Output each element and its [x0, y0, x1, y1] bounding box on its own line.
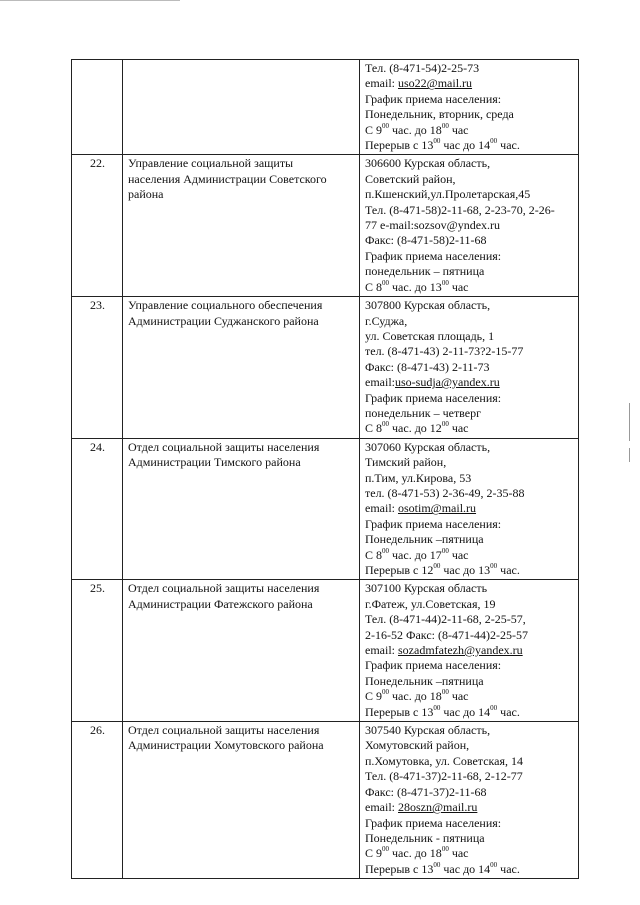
hours-text: час. до 12 [389, 421, 442, 436]
contact-line: График приема населения: [365, 390, 502, 405]
hours-text: Перерыв с 13 [365, 138, 434, 153]
table-row [72, 722, 579, 879]
minutes-superscript: 00 [382, 845, 390, 854]
scan-artifact [629, 448, 630, 462]
contact-line: 2-16-52 Факс: (8-471-44)2-25-57 [365, 627, 528, 642]
hours-text: час. до 18 [389, 689, 442, 704]
email-label: email: [365, 76, 398, 91]
hours-text: час. [497, 138, 520, 153]
minutes-superscript: 00 [382, 688, 390, 697]
minutes-superscript: 00 [490, 137, 498, 146]
contact-line: 77 e-mail:sozsov@yndex.ru [365, 218, 501, 233]
contact-line: 307540 Курская область, [365, 723, 491, 738]
contact-line: График приема населения: [365, 658, 502, 673]
contact-line: понедельник – четверг [365, 405, 482, 420]
table-row [72, 580, 579, 722]
hours-text: час [448, 689, 469, 704]
contact-line: п.Тим, ул.Кирова, 53 [365, 470, 472, 485]
minutes-superscript: 00 [433, 562, 441, 570]
table-row [72, 438, 579, 580]
minutes-superscript: 00 [490, 562, 498, 570]
hours-text: Перерыв с 12 [365, 563, 434, 577]
email-label: email: [365, 800, 398, 815]
offices-table [71, 59, 579, 879]
office-name-line: Отдел социальной защиты населения [128, 581, 320, 596]
minutes-superscript: 00 [441, 278, 449, 287]
contact-line: Хомутовский район, [365, 738, 470, 753]
contact-line: Понедельник –пятница [365, 673, 484, 688]
office-name-line: Отдел социальной защиты населения [128, 439, 320, 454]
page-top-edge [0, 0, 180, 1]
office-name [123, 438, 360, 580]
row-number: 26. [72, 722, 123, 879]
office-contacts [360, 722, 579, 879]
table-row [72, 155, 579, 297]
contact-line: График приема населения: [365, 516, 502, 531]
contact-line: Факс: (8-471-58)2-11-68 [365, 233, 487, 248]
hours-line [365, 123, 574, 138]
hours-text: час. [497, 563, 520, 577]
table-row [72, 297, 579, 439]
hours-text: час [448, 122, 469, 137]
email-link[interactable]: uso-sudja@yandex.ru [395, 375, 500, 390]
hours-text: час [448, 846, 469, 861]
contact-line: Факс: (8-471-37)2-11-68 [365, 784, 487, 799]
email-link[interactable]: sozadmfatezh@yandex.ru [398, 643, 523, 658]
hours-text: час. до 13 [389, 279, 442, 294]
office-name-line: Администрации Тимского района [128, 455, 301, 470]
minutes-superscript: 00 [382, 546, 390, 555]
contact-line: г.Фатеж, ул.Советская, 19 [365, 596, 496, 611]
office-name-line: Отдел социальной защиты населения [128, 723, 320, 738]
hours-text: С 9 [365, 846, 383, 861]
contact-line: Тимский район, [365, 455, 447, 470]
hours-text: час. до 17 [389, 547, 442, 562]
hours-text: час. [497, 704, 520, 719]
minutes-superscript: 00 [382, 278, 390, 287]
contact-line: График приема населения: [365, 815, 502, 830]
hours-text: С 8 [365, 279, 383, 294]
email-label: email: [365, 501, 398, 516]
contact-line: Понедельник - пятница [365, 830, 485, 845]
row-number: 25. [72, 580, 123, 722]
contact-line: понедельник – пятница [365, 264, 485, 279]
contact-line: Тел. (8-471-54)2-25-73 [365, 61, 480, 75]
email-line [365, 501, 574, 516]
contact-line: тел. (8-471-53) 2-36-49, 2-35-88 [365, 485, 525, 500]
minutes-superscript: 00 [433, 860, 441, 869]
minutes-superscript: 00 [433, 137, 441, 146]
contact-line: Понедельник, вторник, среда [365, 107, 514, 122]
minutes-superscript: 00 [441, 688, 449, 697]
hours-text: Перерыв с 13 [365, 704, 434, 719]
hours-line [365, 421, 574, 436]
email-line [365, 800, 574, 815]
contact-line: 307800 Курская область, [365, 298, 491, 313]
office-name [123, 155, 360, 297]
office-name-line: населения Администрации Советского [128, 171, 327, 186]
email-line [365, 375, 574, 390]
office-name-line: Управление социальной защиты [128, 156, 294, 171]
hours-text: час [448, 279, 469, 294]
hours-text: С 9 [365, 122, 383, 137]
hours-line [365, 846, 574, 861]
office-name-line: Администрации Суджанского района [128, 313, 319, 328]
office-name-line: Администрации Хомутовского района [128, 738, 324, 753]
hours-text: час [448, 421, 469, 436]
office-name [123, 722, 360, 879]
hours-line [365, 689, 574, 704]
hours-text: час до 14 [440, 861, 491, 876]
scan-artifact [629, 403, 630, 441]
contact-line: п.Кшенский,ул.Пролетарская,45 [365, 187, 531, 202]
hours-text: час до 13 [440, 563, 491, 577]
hours-line [365, 548, 574, 563]
hours-text: С 8 [365, 421, 383, 436]
hours-text: Перерыв с 13 [365, 861, 434, 876]
hours-text: час до 14 [440, 704, 491, 719]
hours-line [365, 280, 574, 295]
row-number: 22. [72, 155, 123, 297]
row-number: 23. [72, 297, 123, 439]
hours-line [365, 563, 574, 578]
hours-text: С 9 [365, 689, 383, 704]
email-link[interactable]: uso22@mail.ru [398, 76, 473, 91]
contact-line: График приема населения: [365, 91, 502, 106]
contact-line: 306600 Курская область, [365, 156, 491, 171]
minutes-superscript: 00 [441, 845, 449, 854]
email-line [365, 76, 574, 91]
office-name [123, 580, 360, 722]
table-row [72, 60, 579, 155]
minutes-superscript: 00 [433, 703, 441, 712]
email-link[interactable]: osotim@mail.ru [398, 501, 477, 516]
contact-line: п.Хомутовка, ул. Советская, 14 [365, 753, 524, 768]
email-link[interactable]: 28oszn@mail.ru [398, 800, 478, 815]
office-contacts [360, 297, 579, 439]
hours-text: С 8 [365, 547, 383, 562]
minutes-superscript: 00 [441, 420, 449, 429]
email-label: email: [365, 375, 395, 390]
office-name-line: Администрации Фатежского района [128, 596, 313, 611]
email-label: email: [365, 643, 398, 658]
office-contacts [360, 60, 579, 155]
minutes-superscript: 00 [490, 703, 498, 712]
contact-line: Факс: (8-471-43) 2-11-73 [365, 359, 490, 374]
email-line [365, 643, 574, 658]
contact-line: Тел. (8-471-44)2-11-68, 2-25-57, [365, 612, 526, 627]
minutes-superscript: 00 [490, 860, 498, 869]
hours-line [365, 138, 574, 153]
hours-text: час. [497, 861, 520, 876]
contact-line: тел. (8-471-43) 2-11-73?2-15-77 [365, 344, 524, 359]
office-contacts [360, 580, 579, 722]
minutes-superscript: 00 [441, 546, 449, 555]
office-name [123, 297, 360, 439]
contact-line: Тел. (8-471-37)2-11-68, 2-12-77 [365, 769, 523, 784]
row-number: 24. [72, 438, 123, 580]
office-contacts [360, 155, 579, 297]
contact-line: г.Суджа, [365, 313, 408, 328]
hours-text: час. до 18 [389, 122, 442, 137]
hours-text: час до 14 [440, 138, 491, 153]
office-name-line: Управление социального обеспечения [128, 298, 323, 313]
minutes-superscript: 00 [441, 121, 449, 130]
office-name-line: района [128, 187, 164, 202]
contact-line: ул. Советская площадь, 1 [365, 328, 495, 343]
hours-line [365, 862, 574, 877]
hours-text: час. до 18 [389, 846, 442, 861]
row-number [72, 60, 123, 155]
minutes-superscript: 00 [382, 121, 390, 130]
hours-text: час [448, 547, 469, 562]
contact-line: Понедельник –пятница [365, 532, 484, 547]
office-contacts [360, 438, 579, 580]
contact-line: График приема населения: [365, 248, 502, 263]
contact-line: Тел. (8-471-58)2-11-68, 2-23-70, 2-26- [365, 202, 555, 217]
office-name [123, 60, 360, 155]
minutes-superscript: 00 [382, 420, 390, 429]
hours-line [365, 705, 574, 720]
contact-line: Советский район, [365, 171, 456, 186]
contact-line: 307100 Курская область [365, 581, 488, 596]
contact-line: 307060 Курская область, [365, 439, 491, 454]
